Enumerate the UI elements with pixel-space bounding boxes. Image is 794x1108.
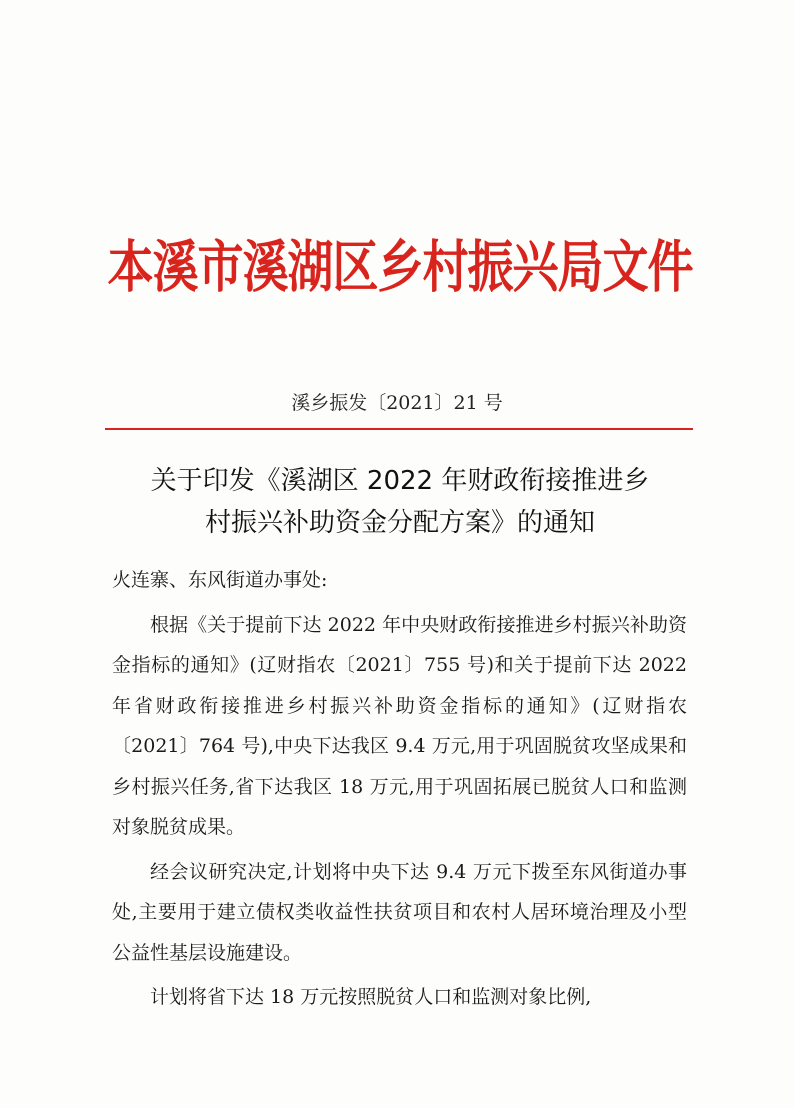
document-number: 溪乡振发〔2021〕21 号 xyxy=(291,392,503,414)
document-body xyxy=(112,560,687,1018)
paragraph-3: 计划将省下达 18 万元按照脱贫人口和监测对象比例, xyxy=(150,986,592,1008)
red-separator-line xyxy=(105,428,693,430)
salutation: 火连寨、东风街道办事处: xyxy=(112,569,328,591)
issuer-header: 本溪市溪湖区乡村振兴局文件 xyxy=(107,234,693,300)
title-line-1: 关于印发《溪湖区 2022 年财政衔接推进乡 xyxy=(150,466,650,496)
title-line-2: 村振兴补助资金分配方案》的通知 xyxy=(204,508,595,538)
paragraph-1: 根据《关于提前下达 2022 年中央财政衔接推进乡村振兴补助资金指标的通知》(辽财指农〔2021〕755 号)和关于提前下达 2022 年省财政衔接推进乡村振兴补助资金指标的通知》(辽财指农〔2021〕764 号),中央下达我区 9.4 万元,用于巩固脱贫攻坚成果和乡村振兴任务,省下达我区 18 万元,用于巩固拓展已脱贫人口和监测对象脱贫成果。 xyxy=(112,613,687,838)
document-title xyxy=(100,460,700,544)
paragraph-2: 经会议研究决定,计划将中央下达 9.4 万元下拨至东风街道办事处,主要用于建立债权类收益性扶贫项目和农村人居环境治理及小型公益性基层设施建设。 xyxy=(112,860,687,964)
